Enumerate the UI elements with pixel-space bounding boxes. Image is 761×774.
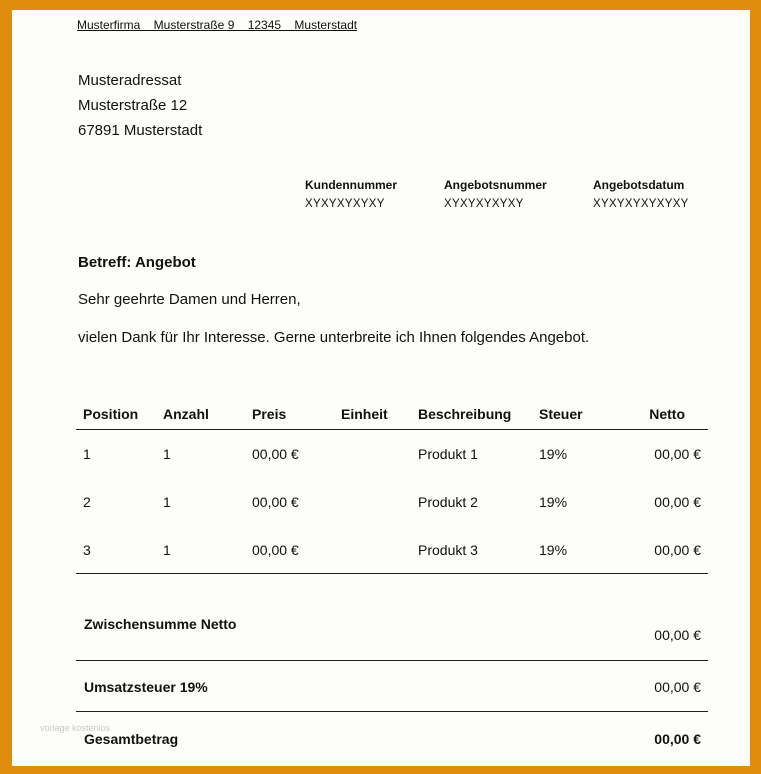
meta-value: XYXYXYXYXYXY [593,198,689,210]
cell-netto: 00,00 € [654,542,701,558]
meta-customer-number [305,178,397,210]
cell-preis: 00,00 € [252,494,299,510]
recipient-address [78,68,202,143]
table-body-divider [76,573,708,574]
subject-line: Betreff: Angebot [78,254,196,271]
total-value: 00,00 € [654,731,701,747]
recipient-name: Musteradressat [78,72,182,89]
meta-label: Angebotsnummer [444,178,547,192]
cell-anzahl: 1 [163,446,171,462]
col-header-netto: Netto [649,406,685,422]
salutation: Sehr geehrte Damen und Herren, [78,291,301,308]
meta-offer-number [444,178,547,210]
cell-steuer: 19% [539,494,568,510]
intro-text: vielen Dank für Ihr Interesse. Gerne unterbreite ich Ihnen folgendes Angebot. [78,329,590,346]
meta-value: XYXYXYXYXY [444,198,524,210]
cell-beschreibung: Produkt 1 [418,446,478,462]
watermark-text: vorlage kostenlos [40,723,111,733]
cell-beschreibung: Produkt 3 [418,542,478,558]
col-header-steuer: Steuer [539,406,583,422]
total-label: Gesamtbetrag [84,731,179,747]
cell-position: 1 [83,446,91,462]
table-header-divider [76,429,708,430]
tax-divider [76,711,708,712]
document-page [12,10,750,766]
cell-anzahl: 1 [163,542,171,558]
subtotal-value: 00,00 € [654,627,701,643]
cell-preis: 00,00 € [252,542,299,558]
col-header-preis: Preis [252,406,287,422]
cell-netto: 00,00 € [654,494,701,510]
meta-value: XYXYXYXYXY [305,198,385,210]
cell-steuer: 19% [539,446,568,462]
tax-label: Umsatzsteuer 19% [84,679,208,695]
cell-anzahl: 1 [163,494,171,510]
tax-value: 00,00 € [654,679,701,695]
col-header-position: Position [83,406,139,422]
col-header-einheit: Einheit [341,406,388,422]
col-header-anzahl: Anzahl [163,406,209,422]
subtotal-divider [76,660,708,661]
subtotal-label: Zwischensumme Netto [84,616,237,632]
sender-line: Musterfirma Musterstraße 9 12345 Musterstadt [77,18,358,32]
meta-offer-date [593,178,689,210]
cell-beschreibung: Produkt 2 [418,494,478,510]
cell-preis: 00,00 € [252,446,299,462]
cell-position: 3 [83,542,91,558]
col-header-beschreibung: Beschreibung [418,406,512,422]
cell-position: 2 [83,494,91,510]
recipient-street: Musterstraße 12 [78,97,188,114]
meta-label: Angebotsdatum [593,178,685,192]
cell-netto: 00,00 € [654,446,701,462]
cell-steuer: 19% [539,542,568,558]
meta-label: Kundennummer [305,178,398,192]
recipient-city: 67891 Musterstadt [78,122,203,139]
